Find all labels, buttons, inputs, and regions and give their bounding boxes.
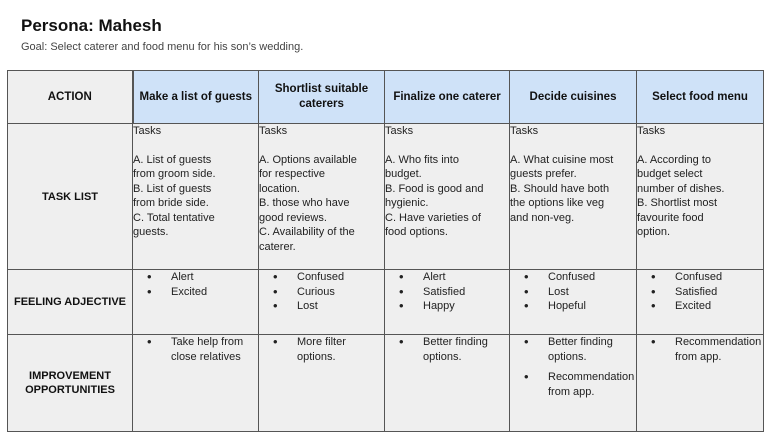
bullet-list xyxy=(385,270,509,314)
list-item: • More filter options. xyxy=(259,335,384,364)
bullet-list xyxy=(385,335,509,364)
task-line: option. xyxy=(637,226,671,238)
task-cell xyxy=(637,124,764,270)
task-line: B. Shortlist most xyxy=(637,197,718,209)
task-line: guests. xyxy=(133,226,169,238)
improvement-cell xyxy=(637,335,764,432)
improvement-label: IMPROVEMENT OPPORTUNITIES xyxy=(8,335,133,432)
task-line: B. List of guests xyxy=(133,182,212,195)
list-item: • Confused xyxy=(637,270,763,285)
list-item: • Recommendation from app. xyxy=(510,370,636,399)
feeling-cell xyxy=(385,270,510,335)
task-line: budget. xyxy=(385,168,422,180)
tasks-heading: Tasks xyxy=(510,125,539,137)
bullet-list xyxy=(259,270,384,314)
list-item: • Satisfied xyxy=(385,285,509,300)
bullet-list xyxy=(259,335,384,364)
task-line: A. Options available xyxy=(259,153,357,166)
list-item: • Recommendation from app. xyxy=(637,335,763,364)
bullet-list xyxy=(133,270,258,299)
list-item: • Excited xyxy=(133,285,258,300)
task-line: and non-veg. xyxy=(510,211,575,224)
action-column-header: Shortlist suitable caterers xyxy=(259,71,385,124)
bullet-list xyxy=(637,270,763,314)
tasks-heading: Tasks xyxy=(637,125,666,137)
task-cell xyxy=(510,124,637,270)
task-line: guests prefer. xyxy=(510,168,577,180)
task-line: C. Availability of the xyxy=(259,226,355,238)
bullet-list xyxy=(510,335,636,399)
task-line: C. Have varieties of xyxy=(385,211,481,224)
list-item: • Confused xyxy=(259,270,384,285)
list-item: • Excited xyxy=(637,299,763,314)
task-line: A. What cuisine most xyxy=(510,153,614,166)
feeling-cell xyxy=(259,270,385,335)
list-item: • Alert xyxy=(385,270,509,285)
list-item: • Happy xyxy=(385,299,509,314)
bullet-list xyxy=(133,335,258,364)
journey-map-table xyxy=(7,70,764,432)
list-item: • Satisfied xyxy=(637,285,763,300)
tasks-heading: Tasks xyxy=(259,125,288,137)
persona-goal: Goal: Select caterer and food menu for his son’s wedding. xyxy=(21,41,304,53)
list-item: • Lost xyxy=(510,285,636,300)
task-line: good reviews. xyxy=(259,211,327,224)
list-item: • Take help from close relatives xyxy=(133,335,258,364)
task-cell xyxy=(385,124,510,270)
improvement-cell xyxy=(385,335,510,432)
action-column-header: Select food menu xyxy=(637,71,764,124)
list-item: • Better finding options. xyxy=(510,335,636,364)
task-list-row xyxy=(8,124,764,270)
persona-title: Persona: Mahesh xyxy=(21,16,162,35)
improvement-cell xyxy=(133,335,259,432)
improvement-row xyxy=(8,335,764,432)
task-line: B. Should have both xyxy=(510,182,610,195)
task-cell xyxy=(133,124,259,270)
task-line: B. Food is good and xyxy=(385,182,484,195)
list-item: • Hopeful xyxy=(510,299,636,314)
task-line: location. xyxy=(259,182,300,195)
header-row xyxy=(8,71,764,124)
task-line: A. According to xyxy=(637,153,711,166)
feeling-cell xyxy=(133,270,259,335)
task-line: budget select xyxy=(637,168,703,180)
task-line: food options. xyxy=(385,226,448,238)
feeling-row xyxy=(8,270,764,335)
feeling-label: FEELING ADJECTIVE xyxy=(8,270,133,335)
list-item: • Curious xyxy=(259,285,384,300)
task-line: favourite food xyxy=(637,211,704,224)
task-cell xyxy=(259,124,385,270)
task-line: number of dishes. xyxy=(637,182,725,195)
action-column-header: Decide cuisines xyxy=(510,71,637,124)
task-line: hygienic. xyxy=(385,197,429,209)
task-line: A. List of guests xyxy=(133,153,212,166)
tasks-heading: Tasks xyxy=(385,125,414,137)
list-item: • Lost xyxy=(259,299,384,314)
bullet-list xyxy=(637,335,763,364)
bullet-list xyxy=(510,270,636,314)
task-line: from bride side. xyxy=(133,197,209,209)
action-column-header: Make a list of guests xyxy=(133,71,259,124)
feeling-cell xyxy=(510,270,637,335)
task-line: the options like veg xyxy=(510,197,605,209)
list-item: • Alert xyxy=(133,270,258,285)
feeling-cell xyxy=(637,270,764,335)
task-line: A. Who fits into xyxy=(385,153,459,166)
task-line: for respective xyxy=(259,168,326,180)
improvement-cell xyxy=(259,335,385,432)
improvement-cell xyxy=(510,335,637,432)
list-item: • Confused xyxy=(510,270,636,285)
task-list-label: TASK LIST xyxy=(8,124,133,270)
task-line: caterer. xyxy=(259,240,296,253)
task-line: C. Total tentative xyxy=(133,211,215,224)
action-column-header: Finalize one caterer xyxy=(385,71,510,124)
task-line: B. those who have xyxy=(259,197,350,209)
task-line: from groom side. xyxy=(133,168,216,180)
action-header: ACTION xyxy=(8,71,133,124)
list-item: • Better finding options. xyxy=(385,335,509,364)
tasks-heading: Tasks xyxy=(133,125,162,137)
